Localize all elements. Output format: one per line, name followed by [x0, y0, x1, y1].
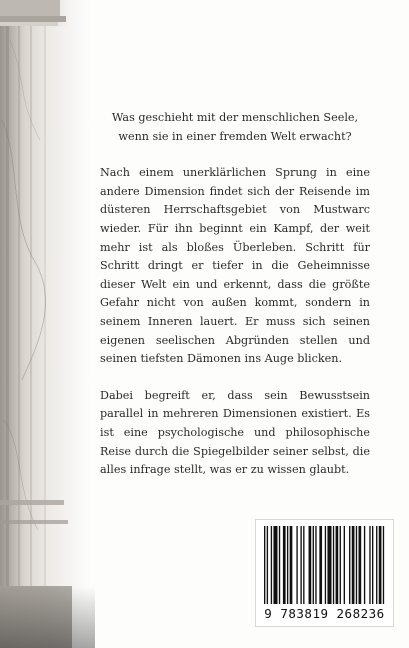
marble-column-image: [0, 0, 95, 648]
blurb-paragraph-3: Dabei begreift er, dass sein Bewusstsein parallel in mehreren Dimensionen existiert. Es ist eine psychologische und philosophische Reise durch die Spiegelbilder seiner selbst, die alles infrage stellt, was er zu wissen glaubt.: [100, 388, 370, 477]
barcode-bar: [296, 526, 297, 604]
barcode-bar: [313, 526, 314, 604]
barcode-bar: [364, 526, 365, 604]
barcode-bar: [379, 526, 382, 604]
barcode-bar: [303, 526, 304, 604]
barcode-bar: [319, 526, 322, 604]
barcode-bar: [273, 526, 277, 604]
blurb-text: [100, 109, 370, 498]
barcode-bar: [315, 526, 316, 604]
barcode-bar: [356, 526, 357, 604]
barcode-bar: [271, 526, 272, 604]
barcode-bar: [372, 526, 373, 604]
barcode-bar: [267, 526, 268, 604]
barcode-bar: [369, 526, 370, 604]
barcode-bar: [300, 526, 301, 604]
barcode-bar: [279, 526, 280, 604]
barcode-bar: [283, 526, 286, 604]
barcode-bars: [262, 526, 389, 604]
barcode-bar: [264, 526, 265, 604]
blurb-question: [100, 109, 370, 146]
isbn-number: 9 783819 268236: [264, 606, 385, 621]
barcode-bar: [344, 526, 345, 604]
barcode-bar: [327, 526, 331, 604]
barcode-bar: [290, 526, 293, 604]
question-line-2: wenn sie in einer fremden Welt erwacht?: [118, 129, 352, 143]
barcode: [255, 519, 394, 627]
barcode-bar: [287, 526, 288, 604]
barcode-bar: [376, 526, 377, 604]
barcode-bar: [340, 526, 341, 604]
barcode-bar: [333, 526, 334, 604]
barcode-bar: [309, 526, 312, 604]
barcode-bar: [336, 526, 339, 604]
barcode-bar: [325, 526, 326, 604]
blurb-paragraph-2: Nach einem unerklärlichen Sprung in eine andere Dimension findet sich der Reisende im düsteren Herrschaftsgebiet von Mustwarc wieder. Für ihn beginnt ein Kampf, der weit mehr ist als bloßes Überleben. Schritt für Schritt dringt er tiefer in die Geheimnisse dieser Welt ein und erkennt, dass die größte Gefahr nicht von außen kommt, sondern in seinem Inneren lauert. Er muss sich seinen eigenen seelischen Abgründen stellen und seinen tiefsten Dämonen ins Auge blicken.: [100, 166, 370, 366]
barcode-bar: [359, 526, 362, 604]
barcode-bar: [383, 526, 384, 604]
barcode-bar: [349, 526, 350, 604]
barcode-bar: [352, 526, 355, 604]
question-line-1: Was geschieht mit der menschlichen Seele,: [111, 111, 359, 124]
